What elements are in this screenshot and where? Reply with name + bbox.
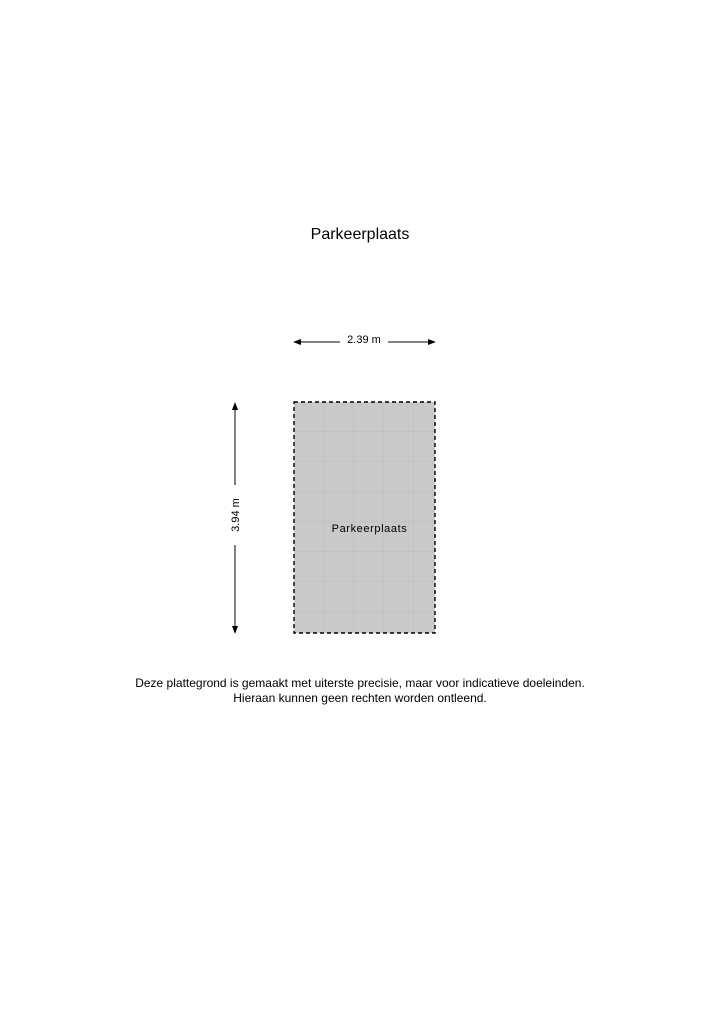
width-dimension-label: 2.39 m [340, 334, 388, 346]
room-label: Parkeerplaats [331, 523, 408, 535]
room-parkeerplaats [294, 402, 435, 633]
disclaimer-line-1: Deze plattegrond is gemaakt met uiterste precisie, maar voor indicatieve doeleinden. [135, 676, 585, 690]
height-dimension-label: 3.94 m [230, 485, 242, 545]
disclaimer-line-2: Hieraan kunnen geen rechten worden ontleend. [233, 691, 487, 705]
page-title: Parkeerplaats [310, 226, 410, 243]
disclaimer [0, 676, 720, 706]
